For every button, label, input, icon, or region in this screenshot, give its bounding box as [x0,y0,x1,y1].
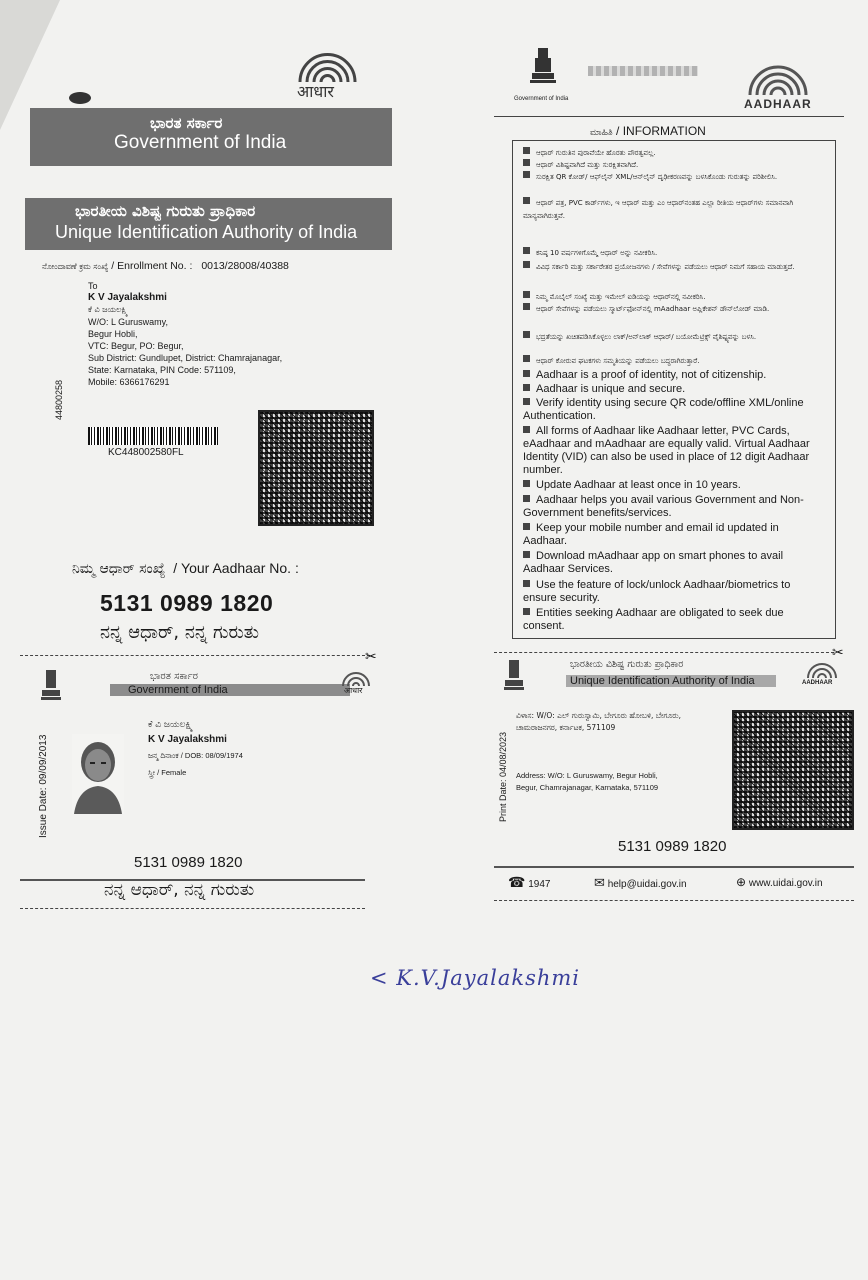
info-kn-7: ನಿಮ್ಮ ಮೊಬೈಲ್ ಸಂಖ್ಯೆ ಮತ್ತು ಇಮೇಲ್ ಐಡಿಯನ್ನು ಆಧಾರ್‌ನಲ್ಲಿ ನವೀಕರಿಸಿ. [523,291,823,304]
tagline-kannada: ನನ್ನ ಆಧಾರ್, ನನ್ನ ಗುರುತು [100,622,259,643]
cut-line-right-bottom [494,900,854,901]
gov-english-title: Government of India [114,132,287,153]
info-en-7: Keep your mobile number and email id updated in Aadhaar. [523,522,779,547]
card-gender: ಸ್ತ್ರೀ / Female [148,768,187,777]
info-en-10: Entities seeking Aadhaar are obligated to seek due consent. [523,607,784,632]
info-kn-9: ಭದ್ರತೆಯನ್ನು ಖಚಿತಪಡಿಸಿಕೊಳ್ಳಲು ಲಾಕ್/ಅನ್‌ಲಾಕ್ ಆಧಾರ್/ ಬಯೋಮೆಟ್ರಿಕ್ಸ್ ವೈಶಿಷ್ಟ್ಯವನ್ನು ಬಳಸಿ. [523,331,823,344]
info-en-1: Aadhaar is a proof of identity, not of citizenship. [523,369,823,382]
cut-line-right [494,652,834,653]
uidai-header-band [25,198,392,250]
resident-name: K V Jayalakshmi [88,292,167,303]
aadhaar-logo-left [285,42,370,102]
aadhaar-logo-text: आधार [297,82,334,101]
info-kn-6: ವಿವಿಧ ಸರ್ಕಾರಿ ಮತ್ತು ಸರ್ಕಾರೇತರ ಪ್ರಯೋಜನಗಳು / ಸೇವೆಗಳನ್ನು ಪಡೆಯಲು ಆಧಾರ್ ನಿಮಗೆ ಸಹಾಯ ಮಾಡುತ್ತದೆ. [523,261,823,274]
info-en-5: Update Aadhaar at least once in 10 years. [523,479,823,492]
information-box [512,140,836,639]
aadhaar-wordmark: AADHAAR [744,97,812,111]
mobile-number: Mobile: 6366176291 [88,377,170,387]
emblem-icon-right-card [504,658,524,692]
globe-icon: ⊕ [736,875,747,889]
back-aadhaar-number: 5131 0989 1820 [618,838,727,855]
card-name: K V Jayalakshmi [148,734,227,745]
info-kn-5: ಕನಿಷ್ಠ 10 ವರ್ಷಗಳಿಗೊಮ್ಮೆ ಆಧಾರ್ ಅನ್ನು ನವೀಕರಿಸಿ. [523,247,823,260]
cut-line-left [20,655,370,656]
info-en-4: All forms of Aadhaar like Aadhaar letter, PVC Cards, eAadhaar and mAadhaar are equally valid. Virtual Aadhaar Identity (VID) can also be used in place of 12 digit Aadhaar number. [523,425,810,476]
info-kn-4: ಆಧಾರ್ ಪತ್ರ, PVC ಕಾರ್ಡ್‌ಗಳು, ಇ ಆಧಾರ್ ಮತ್ತು ಎಂ ಆಧಾರ್‌ನಂತಹ ಎಲ್ಲಾ ರೀತಿಯ ಆಧಾರ್‌ಗಳು ಸಮಾನವಾಗಿ ಮಾನ್ಯವಾಗಿರುತ್ತವೆ. [523,199,794,220]
vertical-ref-number: 44800258 [54,379,64,420]
cut-line-left-bottom [20,908,365,909]
aadhaar-logo-card-left: आधार [338,668,374,694]
card-dob: ಜನ್ಮ ದಿನಾಂಕ / DOB: 08/09/1974 [148,751,243,760]
footer-email: ✉ help@uidai.gov.in [594,875,687,890]
print-date-vertical: Print Date: 04/08/2023 [498,731,508,822]
aadhaar-number-large: 5131 0989 1820 [100,590,274,616]
footer-web: ⊕ www.uidai.gov.in [736,875,823,889]
qr-code-top-left [258,410,374,526]
scissor-icon: ✂ [365,648,377,664]
address-block: To K V Jayalakshmi ಕೆ ವಿ ಜಯಲಕ್ಷ್ಮಿ W/O: L Guruswamy, Begur Hobli, VTC: Begur, PO: Begur, Sub District: Gundlupet, District: Chamrajanagar, State: Karnataka, PIN Code: 571109, Mobile: 6366176291 [88,280,348,388]
info-kn-3: ಸುರಕ್ಷಿತ QR ಕೋಡ್/ ಆಫ್‌ಲೈನ್ XML/ಆನ್‌ಲೈನ್ ದೃಢೀಕರಣವನ್ನು ಬಳಸಿಕೊಂಡು ಗುರುತನ್ನು ಪರಿಶೀಲಿಸಿ. [523,171,823,184]
resident-photo [72,734,124,814]
enrollment-label: ನೋಂದಾವಣೆ ಕ್ರಮ ಸಂಖ್ಯೆ / Enrollment No. : 0013/28008/40388 [42,260,289,272]
info-en-3: Verify identity using secure QR code/offline XML/online Authentication. [523,397,804,422]
barcode [88,427,218,445]
aadhaar-logo-card-right: AADHAAR [800,660,844,690]
gov-header-band [30,108,392,166]
enrollment-number: 0013/28008/40388 [201,260,289,272]
ministry-logo-small [68,90,92,106]
phone-icon: ☎ [508,874,526,890]
info-kn-1: ಆಧಾರ್ ಗುರುತಿನ ಪುರಾವೆಯೇ ಹೊರತು ಪೌರತ್ವವಲ್ಲ. [523,147,823,160]
info-kn-2: ಆಧಾರ್ ವಿಶಿಷ್ಟವಾಗಿದೆ ಮತ್ತು ಸುರಕ್ಷಿತವಾಗಿದೆ. [523,159,823,172]
info-header-rule [494,116,844,117]
emblem-caption: Government of India [514,96,569,102]
your-aadhaar-label: ನಿಮ್ಮ ಆಧಾರ್ ಸಂಖ್ಯೆ / Your Aadhaar No. : [72,560,299,577]
mail-icon: ✉ [594,875,605,890]
issue-date-vertical: Issue Date: 09/09/2013 [38,734,49,838]
back-address-english: Address: W/O: L Guruswamy, Begur Hobli, Begur, Chamrajanagar, Karnataka, 571109 [516,771,659,792]
gov-kannada-title: ಭಾರತ ಸರ್ಕಾರ [150,114,223,132]
info-en-8: Download mAadhaar app on smart phones to avail Aadhaar Services. [523,550,784,575]
back-divider [494,866,854,868]
info-kn-10: ಆಧಾರ್ ಕೋರುವ ಘಟಕಗಳು ಸಮ್ಮತಿಯನ್ನು ಪಡೆಯಲು ಬದ್ಧರಾಗಿರುತ್ತಾರೆ. [523,355,823,368]
handwritten-signature: < K.V.Jayalakshmi [370,966,581,990]
info-en-2: Aadhaar is unique and secure. [523,383,823,396]
back-uidai-english: Unique Identification Authority of India [570,675,755,687]
info-heading: ಮಾಹಿತಿ / INFORMATION [590,124,706,138]
scribble-mark [588,66,698,76]
card-aadhaar-number: 5131 0989 1820 [134,854,243,871]
info-en-6: Aadhaar helps you avail various Government and Non- Government benefits/services. [523,494,804,519]
back-address-kannada: ವಿಳಾಸ: W/O: ಎಲ್ ಗುರುಸ್ವಾಮಿ, ಬೇಗೂರು ಹೋಬಳಿ, ಬೇಗೂರು, ಚಾಮರಾಜನಗರ, ಕರ್ನಾಟಕ, 571109 [516,711,681,732]
barcode-text: KC448002580FL [108,447,184,458]
back-uidai-kannada: ಭಾರತೀಯ ವಿಶಿಷ್ಟ ಗುರುತು ಪ್ರಾಧಿಕಾರ [570,659,684,670]
info-kn-8: ಆಧಾರ್ ಸೇವೆಗಳನ್ನು ಪಡೆಯಲು ಸ್ಮಾರ್ಟ್‌ಫೋನ್‌ನಲ್ಲಿ mAadhaar ಅಪ್ಲಿಕೇಶನ್ ಡೌನ್‌ಲೋಡ್ ಮಾಡಿ. [523,303,823,316]
info-en-9: Use the feature of lock/unlock Aadhaar/biometrics to ensure security. [523,579,791,604]
uidai-kannada-title: ಭಾರತೀಯ ವಿಶಿಷ್ಟ ಗುರುತು ಪ್ರಾಧಿಕಾರ [75,202,256,220]
uidai-english-title: Unique Identification Authority of India [55,222,358,242]
aadhaar-logo-right [738,55,818,113]
emblem-icon-left-card [40,668,62,702]
card-name-kannada: ಕೆ ವಿ ಜಯಲಕ್ಷ್ಮಿ [148,720,194,730]
card-gov-english: Government of India [128,684,228,696]
qr-code-back-card [732,710,854,830]
national-emblem-icon [528,46,558,90]
card-tagline-kannada: ನನ್ನ ಆಧಾರ್, ನನ್ನ ಗುರುತು [104,880,255,900]
scissor-icon-right: ✂ [832,644,844,660]
card-gov-kannada: ಭಾರತ ಸರ್ಕಾರ [150,671,198,682]
footer-phone: ☎ 1947 [508,874,551,890]
